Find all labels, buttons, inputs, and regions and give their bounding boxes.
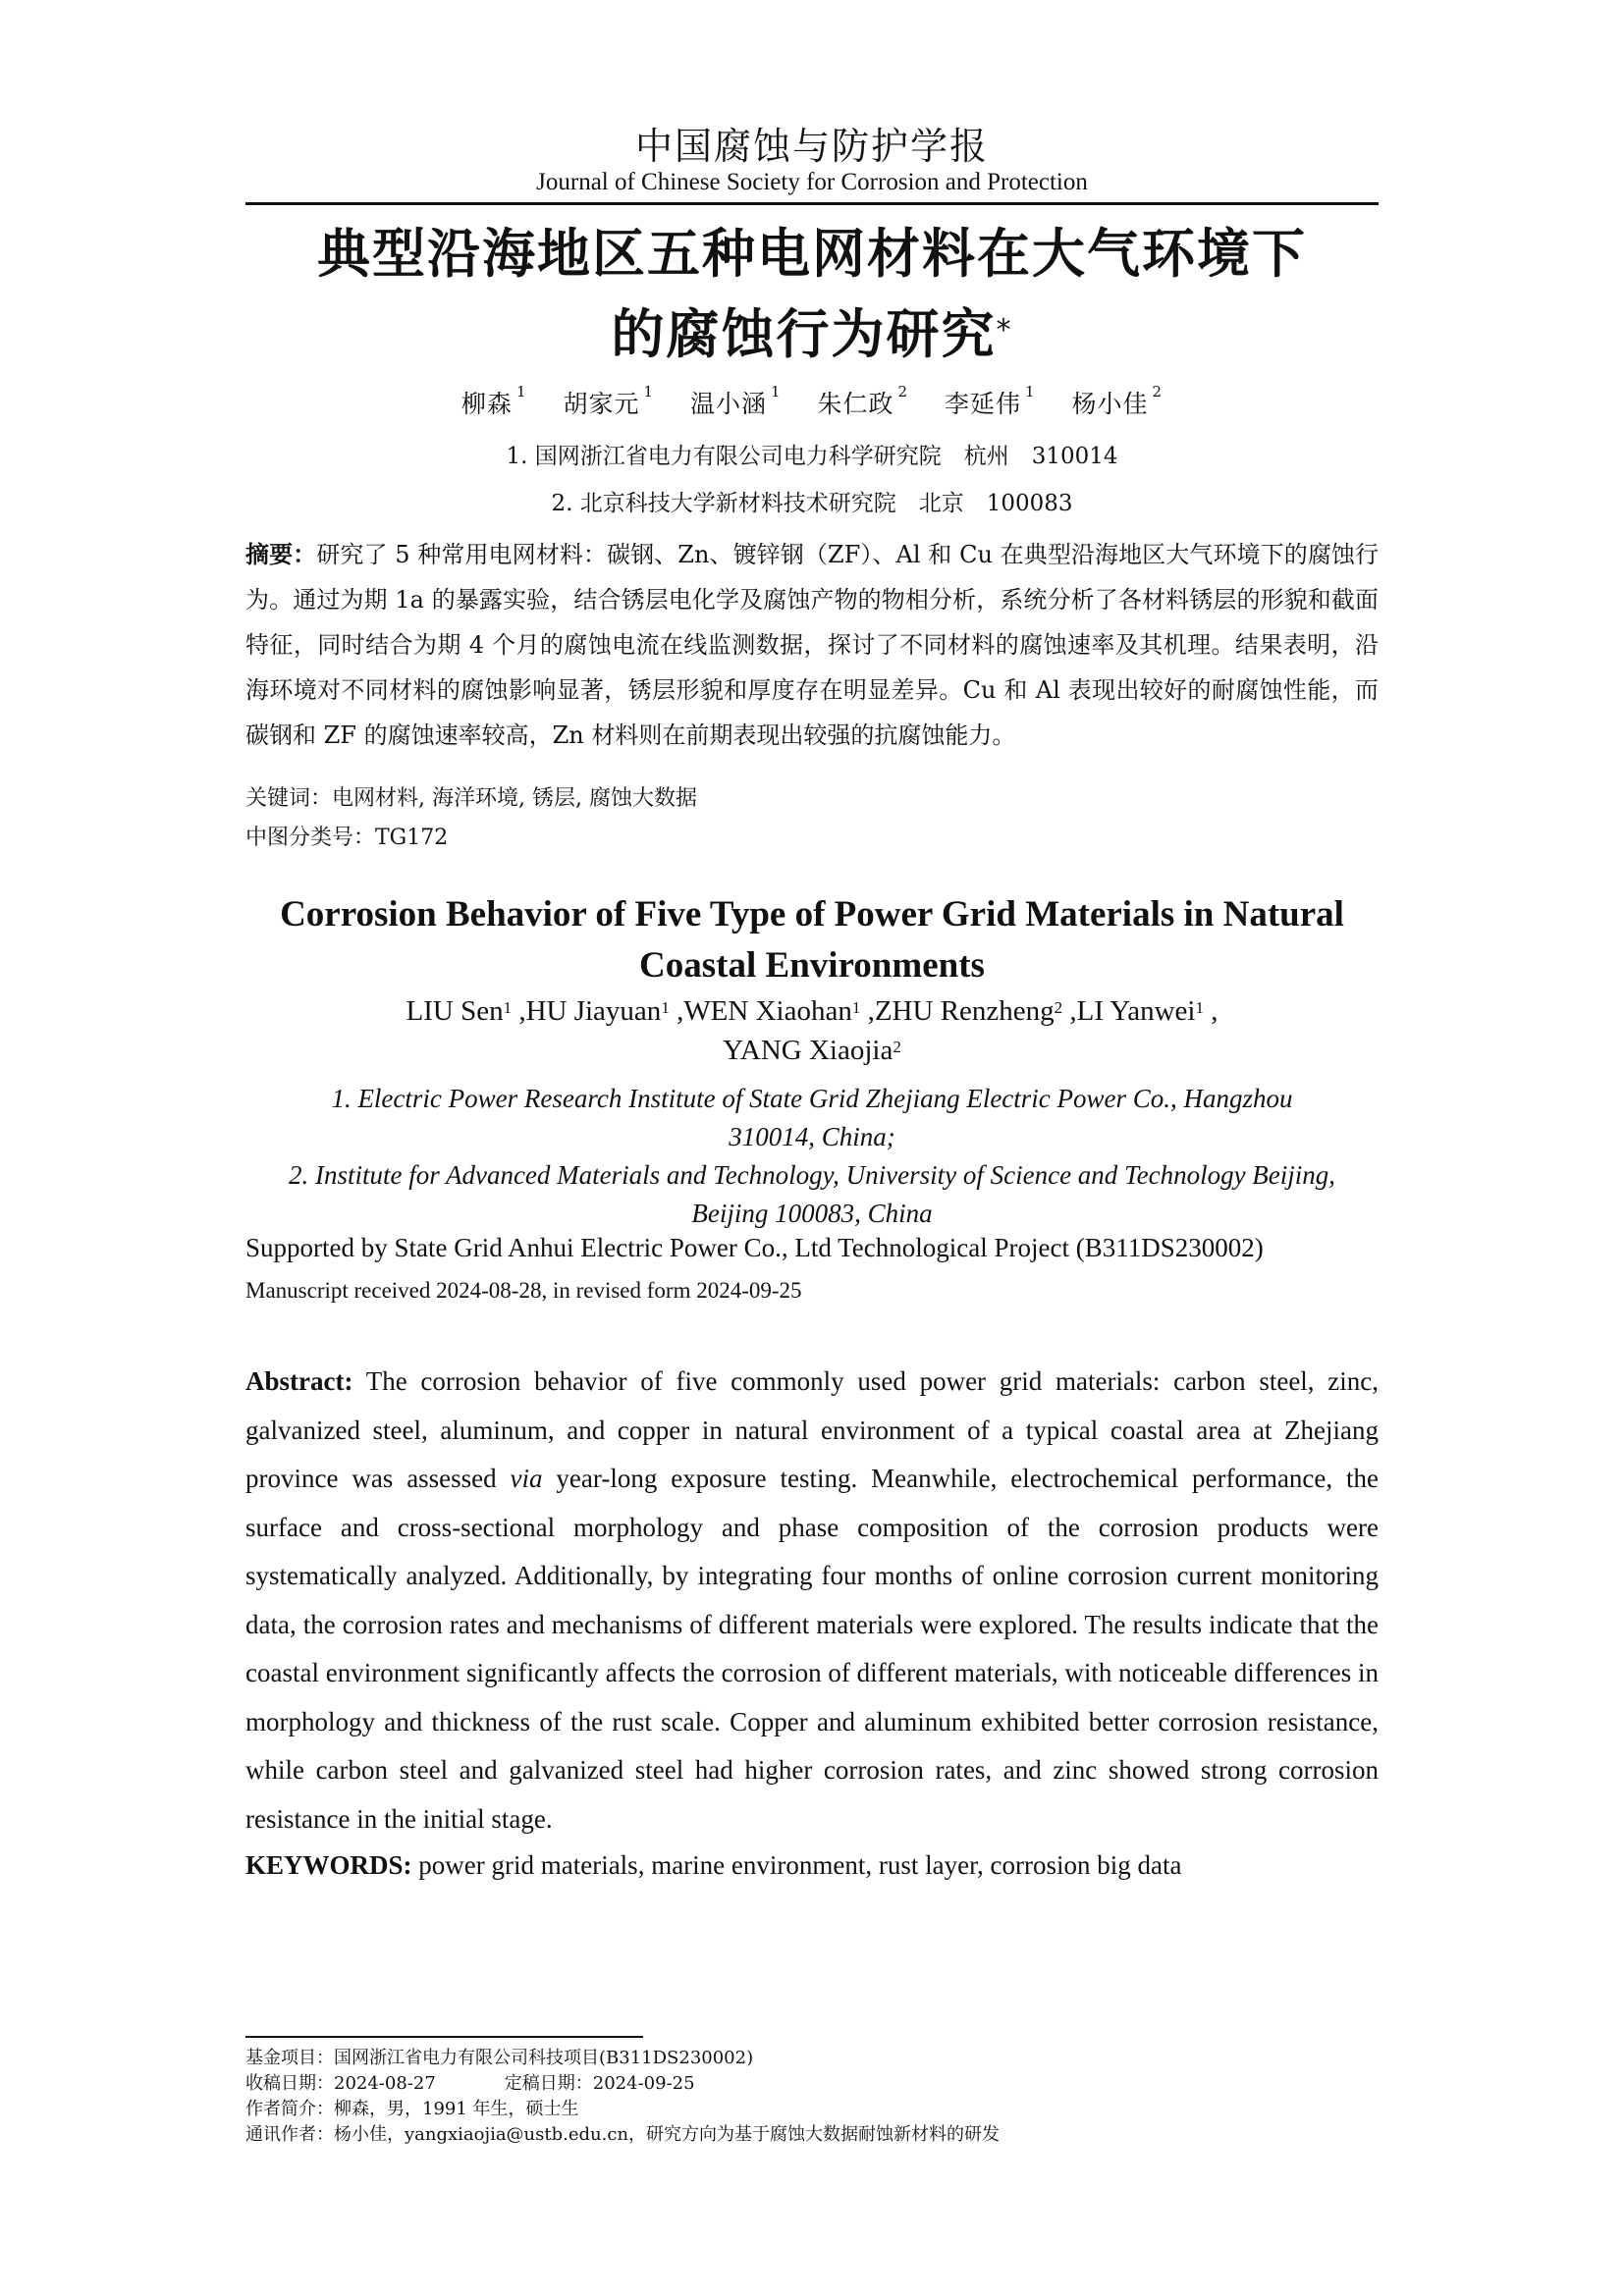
footnote-dates (245, 2069, 695, 2095)
article-title-en-line1: Corrosion Behavior of Five Type of Power Grid Materials in Natural (280, 894, 1344, 934)
affiliations-en (245, 1080, 1379, 1233)
author-cn-aff: 1 (1025, 383, 1036, 400)
classification-cn: 中图分类号：TG172 (245, 826, 449, 850)
abstract-cn-text: 研究了 5 种常用电网材料：碳钢、Zn、镀锌钢（ZF）、Al 和 Cu 在典型沿海地区大气环境下的腐蚀行为。通过为期 1a 的暴露实验，结合锈层电化学及腐蚀产物的物相分析，系统分析了各材料锈层的形貌和截面特征，同时结合为期 4 个月的腐蚀电流在线监测数据，探讨了不同材料的腐蚀速率及其机理。结果表明，沿海环境对不同材料的腐蚀影响显著，锈层形貌和厚度存在明显差异。Cu 和 Al 表现出较好的耐腐蚀性能，而碳钢和 ZF 的腐蚀速率较高，Zn 材料则在前期表现出较强的抗腐蚀能力。 (245, 541, 1380, 749)
abstract-cn-label: 摘要： (245, 540, 317, 568)
keywords-en (245, 1850, 1181, 1881)
header-rule (245, 202, 1379, 205)
article-title-cn-line1: 典型沿海地区五种电网材料在大气环境下 (317, 223, 1307, 285)
author-en-name: YANG Xiaojia (723, 1035, 893, 1066)
abstract-cn (245, 532, 1379, 758)
author-en-aff: 2 (893, 1038, 901, 1056)
author-cn-aff: 2 (1152, 383, 1164, 400)
author-cn (1071, 383, 1164, 418)
article-title-cn-line2 (245, 294, 1379, 375)
abstract-en (245, 1358, 1379, 1843)
author-cn (817, 383, 909, 418)
footnote-corresponding: 通讯作者：杨小佳，yangxiaojia@ustb.edu.cn，研究方向为基于腐蚀大数据耐蚀新材料的研发 (245, 2124, 1001, 2145)
abstract-en-label: Abstract: (245, 1366, 353, 1396)
keywords-cn: 关键词：电网材料, 海洋环境, 锈层, 腐蚀大数据 (245, 786, 697, 811)
authors-en (245, 991, 1379, 1070)
affiliation-en-2-line2: Beijing 100083, China (691, 1199, 933, 1228)
author-cn (460, 383, 527, 418)
affiliation-cn-1: 1. 国网浙江省电力有限公司电力科学研究院 杭州 310014 (506, 444, 1118, 469)
author-cn-aff: 1 (770, 383, 782, 400)
author-cn (944, 383, 1036, 418)
author-en-aff: 2 (1054, 998, 1063, 1017)
footnote-received: 收稿日期：2024-08-27 (245, 2073, 436, 2094)
authors-cn (245, 385, 1379, 420)
article-title-en (245, 889, 1379, 991)
affiliation-en-2-line1: 2. Institute for Advanced Materials and Technology, University of Science and Technology Beijing, (288, 1160, 1336, 1190)
author-cn (689, 383, 782, 418)
journal-title-cn: 中国腐蚀与防护学报 (634, 125, 989, 168)
journal-title-en: Journal of Chinese Society for Corrosion and Protection (536, 169, 1088, 195)
author-cn-name: 杨小佳 (1071, 390, 1149, 418)
abstract-en-text-1: The corrosion behavior of five commonly used power grid materials: carbon steel, zinc, galvanized steel, aluminum, and copper in natural environment of a typical coastal area at Zhejiang province was assessed (245, 1366, 1379, 1493)
author-cn-name: 朱仁政 (817, 390, 894, 418)
author-cn (563, 383, 654, 418)
keywords-en-text: power grid materials, marine environment, rust layer, corrosion big data (418, 1850, 1182, 1880)
abstract-en-italic: via (510, 1464, 543, 1493)
footnote-rule (245, 2036, 643, 2038)
footnote-accepted: 定稿日期：2024-09-25 (504, 2073, 695, 2094)
authors-en-line2 (245, 1031, 1379, 1070)
authors-en-line1: LIU Sen$^1$ ,HU Jiayuan$^1$ ,WEN Xiaohan$^1$ ,ZHU Renzheng$^2$ ,LI Yanwei$^1$ , (406, 995, 1218, 1027)
author-en-name: WEN Xiaohan (683, 995, 852, 1027)
funding-statement: Supported by State Grid Anhui Electric Power Co., Ltd Technological Project (B311DS230002) (245, 1233, 1264, 1262)
keywords-en-label: KEYWORDS: (245, 1850, 412, 1880)
author-cn-name: 李延伟 (944, 390, 1021, 418)
author-cn-aff: 1 (515, 383, 527, 400)
abstract-en-text-2: year-long exposure testing. Meanwhile, electrochemical performance, the surface and cross-sectional morphology and phase composition of the corrosion products were systematically analyzed. Additionally, by integrating four months of online corrosion current monitoring data, the corrosion rates and mechanisms of different materials were explored. The results indicate that the coastal environment significantly affects the corrosion of different materials, with noticeable differences in morphology and thickness of the rust scale. Copper and aluminum exhibited better corrosion resistance, while carbon steel and galvanized steel had higher corrosion rates, and zinc showed strong corrosion resistance in the initial stage. (245, 1464, 1379, 1834)
author-cn-name: 温小涵 (689, 390, 767, 418)
author-en-aff: 1 (503, 998, 513, 1017)
manuscript-dates: Manuscript received 2024-08-28, in revised form 2024-09-25 (245, 1278, 802, 1303)
affiliation-cn-2: 2. 北京科技大学新材料技术研究院 北京 100083 (551, 491, 1073, 516)
affiliation-en-1-line2: 310014, China; (729, 1122, 895, 1151)
footnote-author-bio: 作者简介：柳森，男，1991 年生，硕士生 (245, 2099, 579, 2119)
author-cn-name: 柳森 (460, 390, 513, 418)
article-title-en-line2: Coastal Environments (639, 945, 985, 986)
author-en-aff: 1 (661, 998, 670, 1017)
footnote-fund: 基金项目：国网浙江省电力有限公司科技项目(B311DS230002) (245, 2048, 754, 2068)
author-en-aff: 1 (1195, 998, 1204, 1017)
author-en-name: ZHU Renzheng (874, 995, 1055, 1027)
author-cn-name: 胡家元 (563, 390, 640, 418)
author-en-aff: 1 (851, 998, 861, 1017)
author-cn-aff: 2 (897, 383, 909, 400)
article-title-cn (245, 214, 1379, 375)
affiliation-en-1-line1: 1. Electric Power Research Institute of State Grid Zhejiang Electric Power Co., Hangzhou (331, 1084, 1293, 1113)
title-footnote-mark: * (996, 313, 1013, 347)
author-en-name: LIU Sen (406, 995, 504, 1027)
article-title-cn-line2-text: 的腐蚀行为研究 (611, 303, 997, 365)
author-cn-aff: 1 (643, 383, 654, 400)
author-en-name: HU Jiayuan (525, 995, 662, 1027)
author-en-name: LI Yanwei (1076, 995, 1196, 1027)
